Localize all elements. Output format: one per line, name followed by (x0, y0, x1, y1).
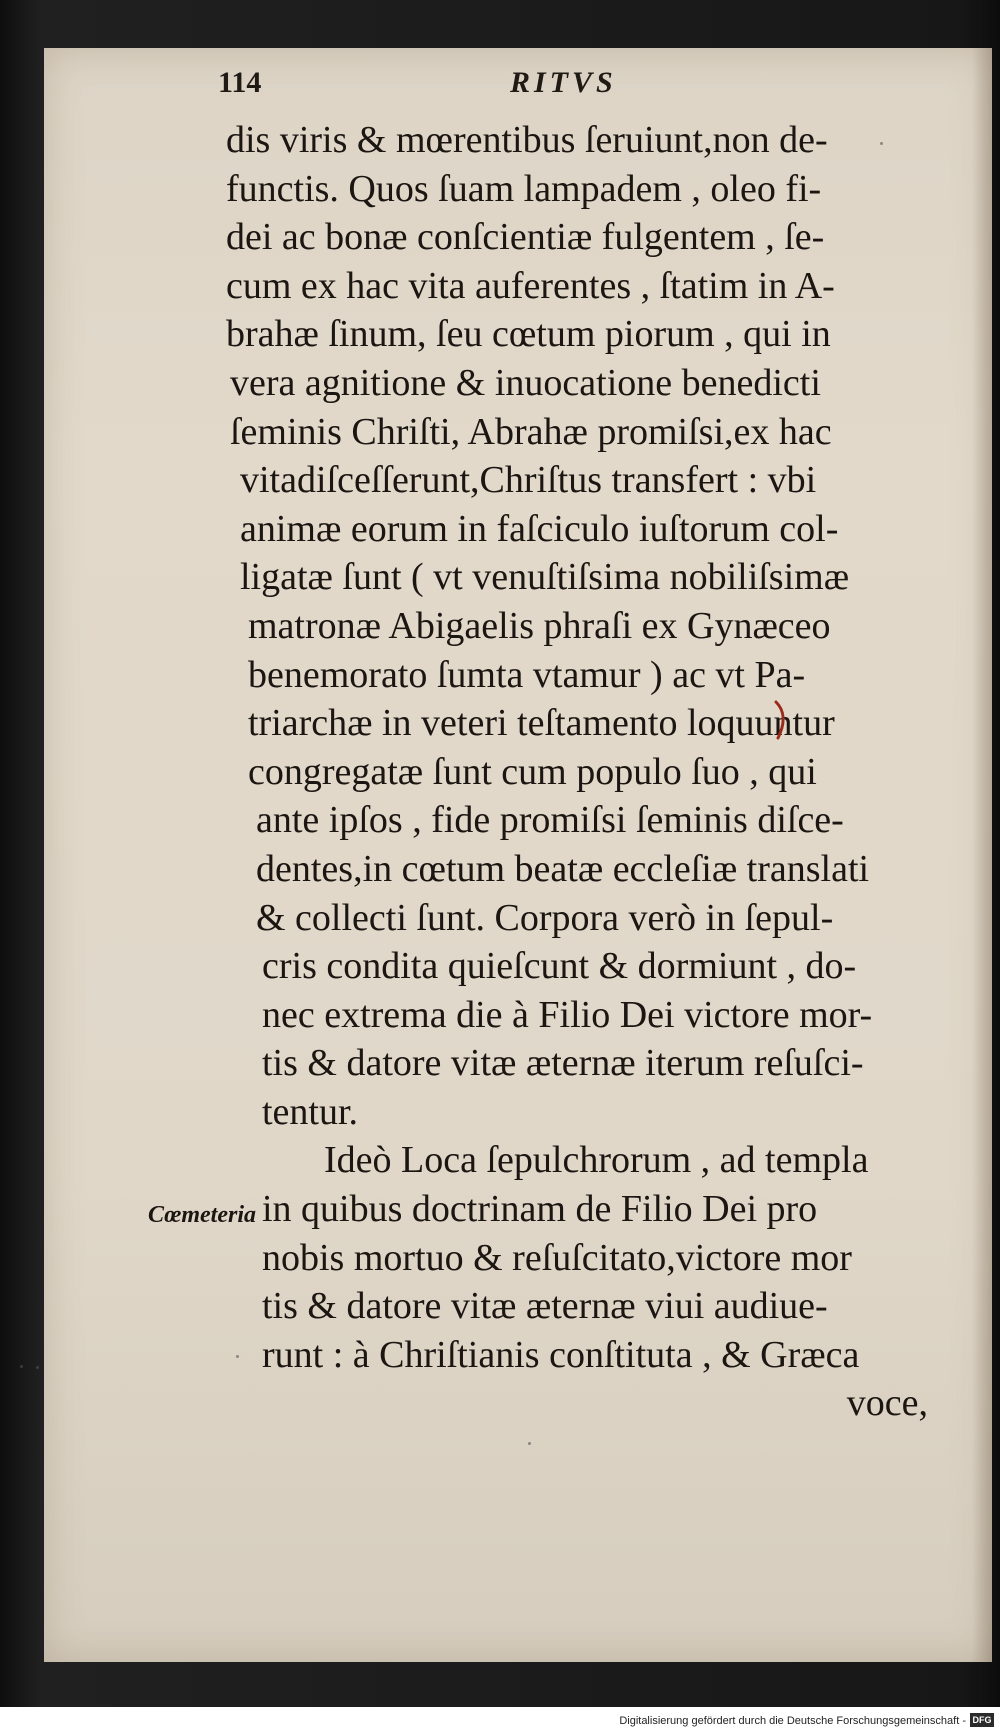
text-line: vitadiſceſſerunt,Chriſtus transfert : vbi (240, 459, 817, 502)
text-line: nec extrema die à Filio Dei victore mor- (262, 993, 873, 1036)
speck-mark (528, 1442, 531, 1445)
speck-mark (880, 142, 883, 145)
footer-bar (0, 1707, 1000, 1731)
text-line: brahæ ſinum, ſeu cœtum piorum , qui in (226, 313, 831, 356)
text-line: dis viris & mœrentibus ſeruiunt,non de- (226, 119, 828, 161)
text-line: benemorato ſumta vtamur ) ac vt Pa- (248, 653, 806, 696)
text-line: congregatæ ſunt cum populo ſuo , qui (248, 750, 817, 793)
catchword: voce, (846, 1382, 928, 1425)
text-line: tis & datore vitæ æternæ viui audiue- (262, 1285, 828, 1328)
text-line: Ideò Loca ſepulchrorum , ad templa (324, 1139, 869, 1182)
text-line: ante ipſos , fide promiſsi ſeminis diſce- (256, 799, 844, 842)
text-line: dei ac bonæ conſcientiæ fulgentem , ſe- (226, 216, 825, 259)
text-line: ſeminis Chriſti, Abrahæ promiſsi,ex hac (230, 410, 832, 453)
ink-bracket-mark (770, 700, 792, 740)
running-title: RITVS (510, 66, 617, 99)
text-line: cris condita quieſcunt & dormiunt , do- (262, 945, 857, 988)
text-line: tentur. (262, 1090, 359, 1133)
text-line: runt : à Chriſtianis conſtituta , & Græca (262, 1333, 860, 1376)
speck-mark (20, 1365, 23, 1368)
text-line: matronæ Abigaelis phraſi ex Gynæceo (248, 604, 831, 647)
text-line: vera agnitione & inuocatione benedicti (230, 361, 821, 404)
body-text (226, 116, 966, 1428)
text-line: triarchæ in veteri teſtamento loquuntur (248, 702, 835, 745)
marginal-note: Cœmeteria (148, 1202, 256, 1228)
text-line: dentes,in cœtum beatæ eccleſiæ translati (256, 847, 870, 890)
text-line: ligatæ ſunt ( vt venuſtiſsima nobiliſsimæ (240, 556, 850, 599)
text-line: functis. Quos ſuam lampadem , oleo fi- (226, 167, 822, 210)
speck-mark (236, 1355, 239, 1358)
text-line: in quibus doctrinam de Filio Dei pro (262, 1188, 818, 1231)
page-edge-shadow (972, 48, 992, 1662)
page-number: 114 (218, 66, 262, 99)
text-line: animæ eorum in faſciculo iuſtorum col- (240, 507, 839, 550)
text-line: nobis mortuo & reſuſcitato,victore mor (262, 1236, 852, 1279)
running-head (0, 66, 1000, 106)
footer-credit: Digitalisierung gefördert durch die Deutsche Forschungsgemeinschaft - (619, 1715, 966, 1727)
speck-mark (36, 1366, 39, 1369)
text-line: & collecti ſunt. Corpora verò in ſepul- (256, 896, 834, 939)
dfg-logo: DFG (970, 1713, 994, 1727)
text-line: tis & datore vitæ æternæ iterum reſuſci- (262, 1042, 864, 1085)
text-line: cum ex hac vita auferentes , ſtatim in A- (226, 264, 835, 307)
